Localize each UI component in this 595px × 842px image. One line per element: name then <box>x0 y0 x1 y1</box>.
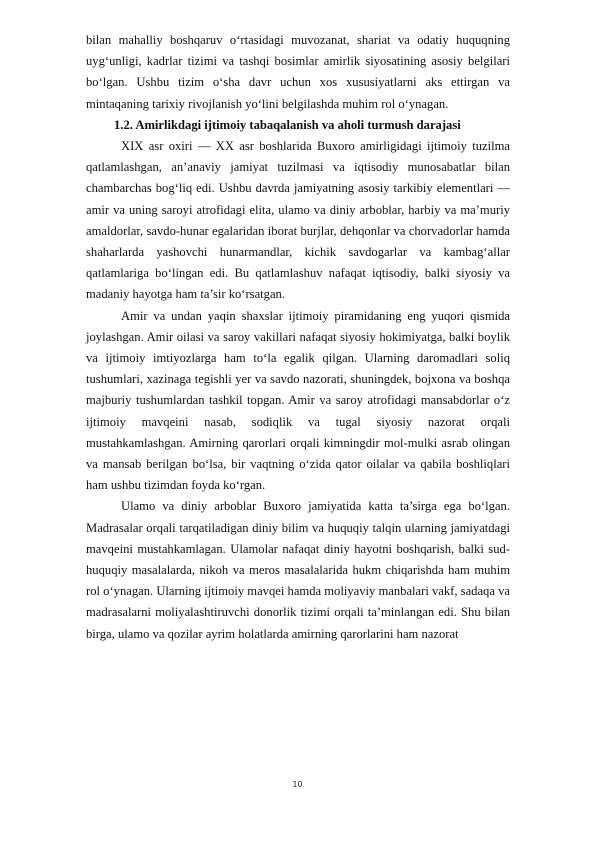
paragraph-emir-elite: Amir va undan yaqin shaxslar ijtimoiy piramidaning eng yuqori qismida joylashgan. Amir oilasi va saroy vakillari nafaqat siyosiy hokimiyatga, balki boylik va ijtimoiy imtiyozlarga ham to‘la egalik qilgan. Ularning daromadlari soliq tushumlari, xazinaga tegishli yer va savdo nazorati, shuningdek, bojxona va boshqa majburiy tushumlardan tashkil topgan. Amir va saroy atrofidagi mansabdorlar o‘z ijtimoiy mavqeini nasab, sodiqlik va tugal siyosiy nazorat orqali mustahkamlashgan. Amirning qarorlari orqali kimningdir mol-mulki asrab olingan va mansab berilgan bo‘lsa, bir vaqtning o‘zida qator oilalar va qabila boshliqlari ham ushbu tizimdan foyda ko‘rgan. <box>86 308 510 493</box>
page-body <box>86 30 510 645</box>
section-heading: 1.2. Amirlikdagi ijtimoiy tabaqalanish va aholi turmush darajasi <box>114 117 461 132</box>
page-number: 10 <box>292 780 303 789</box>
paragraph-ulama: Ulamo va diniy arboblar Buxoro jamiyatida katta ta’sirga ega bo‘lgan. Madrasalar orqali tarqatiladigan diniy bilim va huquqiy talqin ularning jamiyatdagi mavqeini mustahkamlagan. Ulamolar nafaqat diniy hayotni boshqarish, balki sud-huquqiy masalalarda, nikoh va meros masalalarida hukm chiqarishda ham muhim rol o‘ynagan. Ularning ijtimoiy mavqei hamda moliyaviy manbalari vakf, sadaqa va madrasalarni moliyalashtiruvchi donorlik tizimi orqali ta’minlangan edi. Shu bilan birga, ulamo va qozilar ayrim holatlarda amirning qarorlarini ham nazorat <box>86 499 510 641</box>
paragraph-social-structure: XIX asr oxiri — XX asr boshlarida Buxoro amirligidagi ijtimoiy tuzilma qatlamlashgan, an’anaviy jamiyat tuzilmasi va iqtisodiy munosabatlar bilan chambarchas bog‘liq edi. Ushbu davrda jamiyatning asosiy tarkibiy elementlari — amir va uning saroyi atrofidagi elita, ulamo va diniy arboblar, harbiy va ma’muriy amaldorlar, savdo-hunar egalaridan iborat burjlar, dehqonlar va chorvadorlar hamda shaharlarda yashovchi hunarmandlar, kichik savdogarlar va kambag‘allar qatlamlariga bo‘lingan edi. Bu qatlamlashuv nafaqat iqtisodiy, balki siyosiy va madaniy hayotga ham ta’sir ko‘rsatgan. <box>86 139 510 302</box>
paragraph-continuation: bilan mahalliy boshqaruv o‘rtasidagi muvozanat, shariat va odatiy huquqning uyg‘unligi, kadrlar tizimi va tashqi bosimlar amirlik siyosatining asosiy belgilari bo‘lgan. Ushbu tizim o‘sha davr uchun xos xususiyatlarni aks ettirgan va mintaqaning tarixiy rivojlanish yo‘lini belgilashda muhim rol o‘ynagan. <box>86 33 510 111</box>
